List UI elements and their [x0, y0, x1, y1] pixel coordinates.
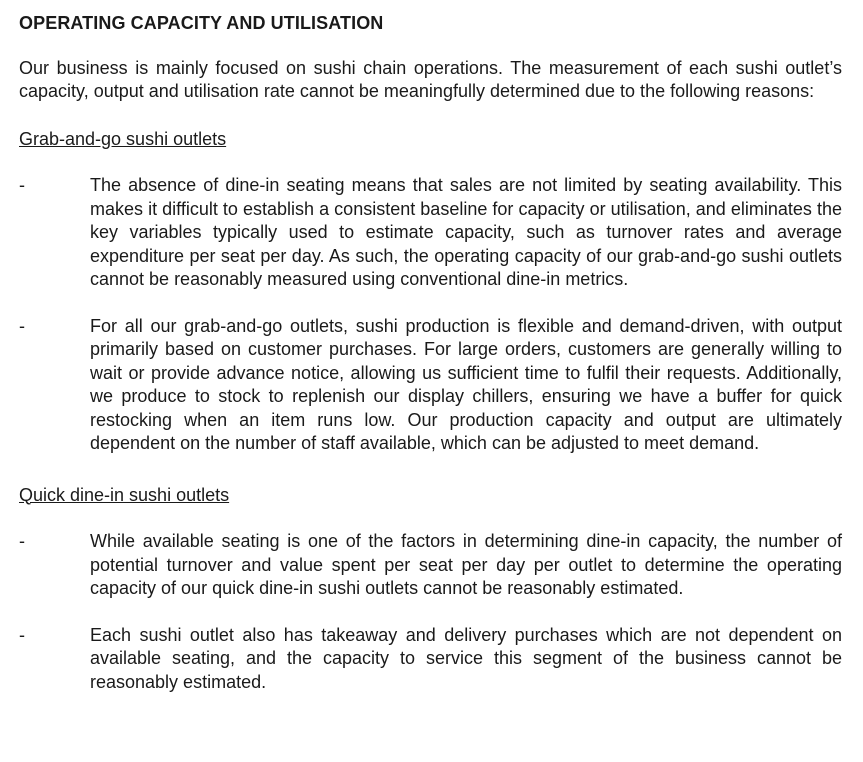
section-heading-quick-dine-in: Quick dine-in sushi outlets	[19, 484, 230, 505]
bullet-dash: -	[19, 531, 25, 551]
bullet-dash: -	[19, 624, 25, 645]
list-item-text: For all our grab-and-go outlets, sushi production is flexible and demand-driven, with output primarily based on customer purchases. For large orders, customers are generally willing to wait or provide advance notice, allowing us sufficient time to fulfil their requests. Additionally, we produce to stock to replenish our display chillers, ensuring we have a buffer for quick restocking when an item runs low. Our production capacity and output are ultimately dependent on the number of staff available, which can be adjusted to meet demand.	[90, 315, 842, 453]
bullet-dash: -	[19, 315, 25, 336]
list-item	[19, 174, 842, 292]
list-item-text: The absence of dine-in seating means that sales are not limited by seating availability. This makes it difficult to establish a consistent baseline for capacity or utilisation, and eliminates the key variables typically used to estimate capacity, such as turnover rates and average expenditure per seat per day. As such, the operating capacity of our grab-and-go sushi outlets cannot be reasonably measured using conventional dine-in metrics.	[90, 175, 842, 289]
list-item	[19, 315, 842, 456]
bullet-dash: -	[19, 175, 25, 195]
list-item	[19, 624, 842, 695]
list-item-text: While available seating is one of the factors in determining dine-in capacity, the number of potential turnover and value spent per seat per day per outlet to determine the operating capacity of our quick dine-in sushi outlets cannot be reasonably estimated.	[90, 531, 842, 598]
section-heading-grab-and-go: Grab-and-go sushi outlets	[19, 128, 227, 149]
page-title: OPERATING CAPACITY AND UTILISATION	[19, 13, 384, 33]
list-item	[19, 530, 842, 601]
list-item-text: Each sushi outlet also has takeaway and delivery purchases which are not dependent on available seating, and the capacity to service this segment of the business cannot be reasonably estimated.	[90, 624, 842, 692]
intro-paragraph: Our business is mainly focused on sushi chain operations. The measurement of each sushi outlet’s capacity, output and utilisation rate cannot be meaningfully determined due to the following reasons:	[19, 57, 842, 101]
section-grab-and-go	[19, 128, 842, 456]
section-quick-dine-in	[19, 484, 842, 695]
